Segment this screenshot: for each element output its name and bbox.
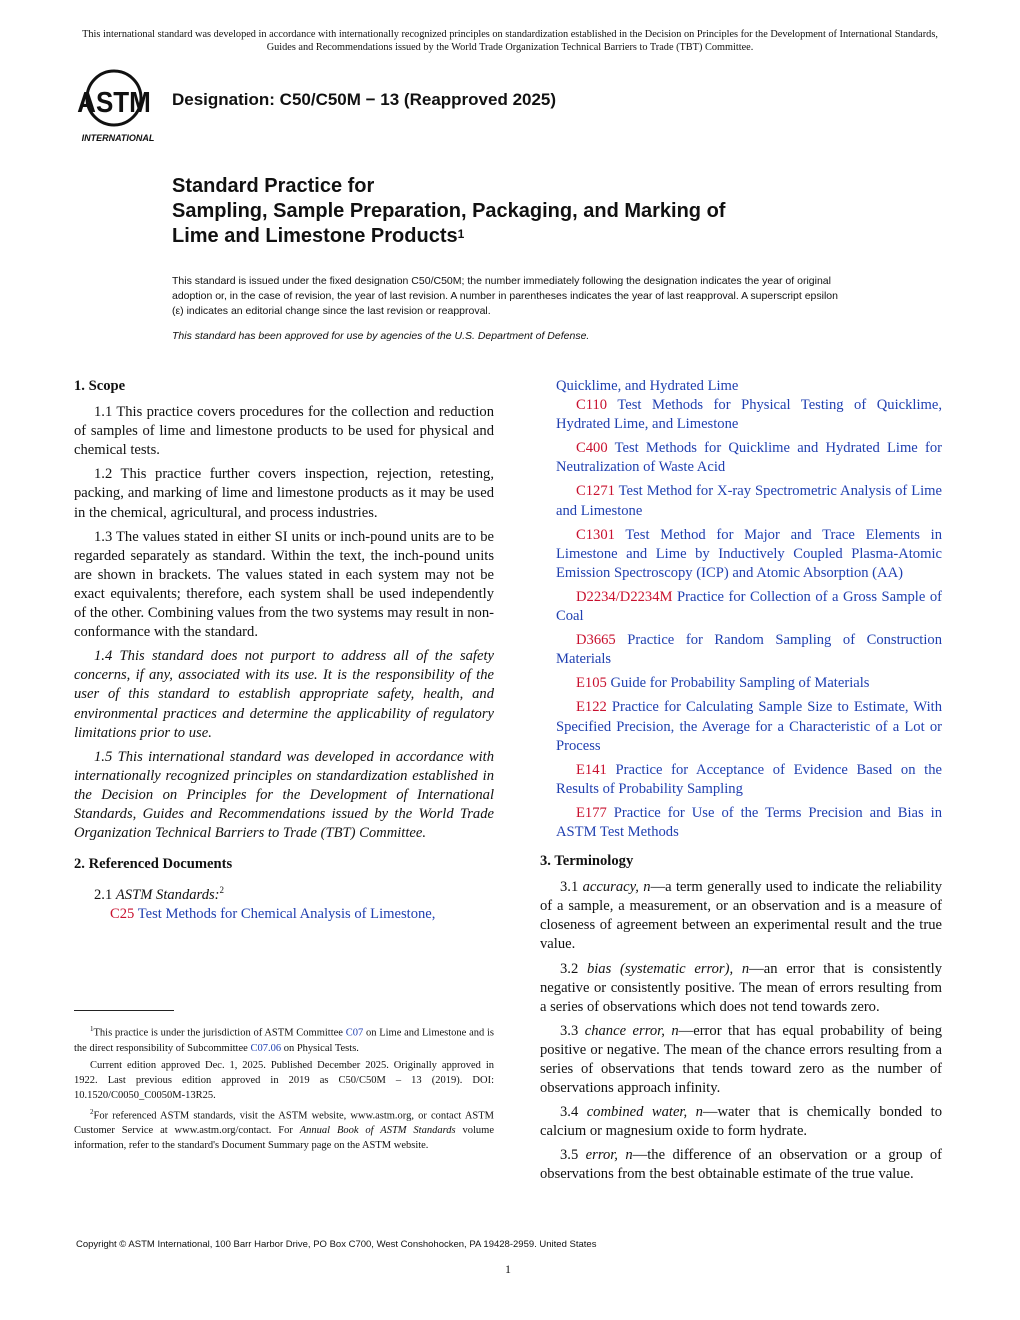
- reference-code[interactable]: E141: [576, 761, 607, 778]
- reference-title[interactable]: Test Method for X-ray Spectrometric Analysis of Lime and Limestone: [556, 483, 942, 519]
- reference-title[interactable]: Practice for Collection of a Gross Sample of Coal: [556, 588, 942, 625]
- reference-item[interactable]: [540, 396, 942, 434]
- title-line-3: Lime and Limestone Products$^1$: [172, 225, 465, 247]
- reference-code[interactable]: E177: [576, 804, 607, 821]
- reference-item[interactable]: [540, 526, 942, 583]
- reference-item[interactable]: [540, 761, 942, 799]
- term: chance error, n: [584, 1022, 679, 1039]
- right-column: [540, 377, 942, 1190]
- tbt-notice: This international standard was developed in accordance with internationally recognized principles on standardization established in the Decision on Principles for the Development of International Standards, Guides and Recommendations issued by the World Trade Organization Technical Barriers to Trade (TBT) Committee.: [82, 29, 938, 53]
- logo-subtext: INTERNATIONAL: [81, 133, 155, 143]
- footnote-edition: Current edition approved Dec. 1, 2025. Published December 2025. Originally approved in 1922. Last previous edition approved in 2019 as C50/C50M – 13 (2019). DOI: 10.1520/C0050_C0050M-13R25.: [74, 1059, 494, 1101]
- reference-title[interactable]: Test Methods for Chemical Analysis of Limestone,: [134, 906, 436, 923]
- terminology-item: 3.4 combined water, n—water that is chemically bonded to calcium or magnesium oxide to form hydrate.: [540, 1104, 943, 1140]
- scope-1-2: 1.2 This practice further covers inspection, rejection, retesting, packing, and marking of lime and limestone products as it may be used in the chemical, agricultural, and process industries.: [74, 466, 494, 521]
- terminology-list: [540, 878, 942, 1184]
- term: combined water, n: [586, 1104, 703, 1121]
- astm-standards-label: 2.1 ASTM Standards:$^2$: [94, 885, 225, 904]
- reference-code[interactable]: D2234/D2234M: [576, 588, 673, 605]
- footnote-1: $^1$This practice is under the jurisdiction of ASTM Committee C07 on Lime and Limestone and is the direct responsibility of Subcommittee C07.06 on Physical Tests.: [74, 1025, 494, 1054]
- document-title: [172, 174, 952, 249]
- link-c07[interactable]: C07: [345, 1027, 364, 1039]
- reference-code[interactable]: E122: [576, 699, 607, 716]
- dod-approval: This standard has been approved for use by agencies of the U.S. Department of Defense.: [172, 330, 590, 342]
- issued-statement: This standard is issued under the fixed designation C50/C50M; the number immediately following the designation indicates the year of original adoption or, in the case of revision, the year of last revision. A number in parentheses indicates the year of last reapproval. A superscript epsilon (ε) indicates an editorial change since the last revision or reapproval.: [172, 275, 838, 317]
- reference-code[interactable]: C400: [576, 440, 608, 457]
- footnote-rule: [74, 1010, 174, 1011]
- reference-title[interactable]: Practice for Use of the Terms Precision and Bias in ASTM Test Methods: [556, 804, 942, 840]
- terminology-item: 3.2 bias (systematic error), n—an error that is consistently negative or consistently positive. The mean of errors resulting from a series of observations which does not tend towards zero.: [540, 960, 943, 1015]
- scope-1-4: 1.4 This standard does not purport to address all of the safety concerns, if any, associated with its use. It is the responsibility of the user of this standard to establish appropriate safety, health, and environmental practices and determine the applicability of regulatory limitations prior to use.: [74, 648, 494, 741]
- terminology-item: 3.1 accuracy, n—a term generally used to indicate the reliability of a sample, a measurement, or an observation and is a measure of closeness of agreement between an experimental result and the true value.: [540, 879, 942, 953]
- reference-title[interactable]: Practice for Random Sampling of Construction Materials: [556, 632, 942, 668]
- reference-code[interactable]: E105: [576, 675, 607, 692]
- scope-1-5: 1.5 This international standard was developed in accordance with internationally recognized principles on standardization established in the Decision on Principles for the Development of International Standards, Guides and Recommendations issued by the World Trade Organization Technical Barriers to Trade (TBT) Committee.: [74, 748, 494, 842]
- reference-code[interactable]: C110: [576, 397, 608, 414]
- reference-title[interactable]: Practice for Calculating Sample Size to Estimate, With Specified Precision, the Average for a Characteristic of a Lot or Process: [556, 699, 942, 754]
- copyright: Copyright © ASTM International, 100 Barr Harbor Drive, PO Box C700, West Conshohocken, PA 19428-2959. United States: [76, 1239, 597, 1250]
- reference-item[interactable]: [540, 631, 942, 669]
- title-line-1: Standard Practice for: [172, 175, 375, 197]
- footnote-2: $^2$For referenced ASTM standards, visit the ASTM website, www.astm.org, or contact ASTM Customer Service at www.astm.org/contact. For Annual Book of ASTM Standards volume information, refer to the standard's Document Summary page on the ASTM website.: [74, 1107, 495, 1151]
- title-footnote-mark: 1: [457, 227, 465, 241]
- reference-title[interactable]: Quicklime, and Hydrated Lime: [556, 378, 739, 394]
- page-number: 1: [505, 1262, 511, 1276]
- designation: Designation: C50/C50M − 13 (Reapproved 2025): [172, 90, 557, 109]
- scope-1-3: 1.3 The values stated in either SI units or inch-pound units are to be regarded separately as standard. Within the text, the inch-pound units are shown in brackets. The values stated in each system may not be exact equivalents; therefore, each system shall be used independently of the other. Combining values from the two systems may result in non-conformance with the standard.: [74, 528, 494, 641]
- term: error, n: [585, 1147, 633, 1164]
- term: accuracy, n: [582, 879, 651, 896]
- astm-logo-icon: [70, 68, 166, 148]
- reference-title[interactable]: Test Methods for Quicklime and Hydrated Lime for Neutralization of Waste Acid: [556, 440, 942, 476]
- reference-item[interactable]: [540, 588, 942, 626]
- reference-code[interactable]: C25: [110, 906, 135, 923]
- scope-heading: 1. Scope: [74, 378, 126, 394]
- title-line-2: Sampling, Sample Preparation, Packaging, and Marking of: [172, 200, 726, 222]
- reference-title[interactable]: Guide for Probability Sampling of Materials: [606, 675, 870, 692]
- reference-code[interactable]: D3665: [576, 632, 616, 649]
- term: bias (systematic error), n: [586, 960, 750, 977]
- left-column: [74, 377, 494, 929]
- reference-title[interactable]: Test Methods for Physical Testing of Quicklime, Hydrated Lime, and Limestone: [556, 397, 942, 433]
- references-heading: 2. Referenced Documents: [74, 856, 233, 873]
- reference-code[interactable]: C1301: [576, 526, 615, 543]
- reference-list: [540, 396, 942, 842]
- terminology-heading: 3. Terminology: [540, 853, 634, 870]
- link-c07-06[interactable]: C07.06: [250, 1042, 282, 1054]
- reference-title[interactable]: Practice for Acceptance of Evidence Based on the Results of Probability Sampling: [556, 761, 942, 797]
- astm-logo: [70, 68, 166, 148]
- reference-item[interactable]: [540, 698, 942, 755]
- reference-item[interactable]: [540, 439, 942, 477]
- terminology-item: 3.3 chance error, n—error that has equal probability of being positive or negative. The mean of the chance errors resulting from a series of observations that tends toward zero as the number of observations approach infinity.: [540, 1022, 943, 1097]
- reference-item[interactable]: [74, 905, 494, 924]
- footnotes: [74, 1022, 494, 1155]
- terminology-item: 3.5 error, n—the difference of an observation or a group of observations from the best obtainable estimate of the true value.: [540, 1147, 943, 1183]
- reference-code[interactable]: C1271: [576, 483, 615, 500]
- reference-item[interactable]: [540, 804, 942, 842]
- reference-item[interactable]: [540, 482, 942, 520]
- reference-title[interactable]: Test Method for Major and Trace Elements in Limestone and Lime by Inductively Coupled Plasma-Atomic Emission Spectroscopy (ICP) and Atomic Absorption (AA): [556, 526, 942, 581]
- reference-item-continuation: [540, 377, 942, 396]
- logo-text: ASTM: [77, 85, 151, 119]
- reference-item[interactable]: [540, 674, 942, 693]
- scope-1-1: 1.1 This practice covers procedures for the collection and reduction of samples of lime and limestone products to be used for physical and chemical tests.: [74, 404, 494, 459]
